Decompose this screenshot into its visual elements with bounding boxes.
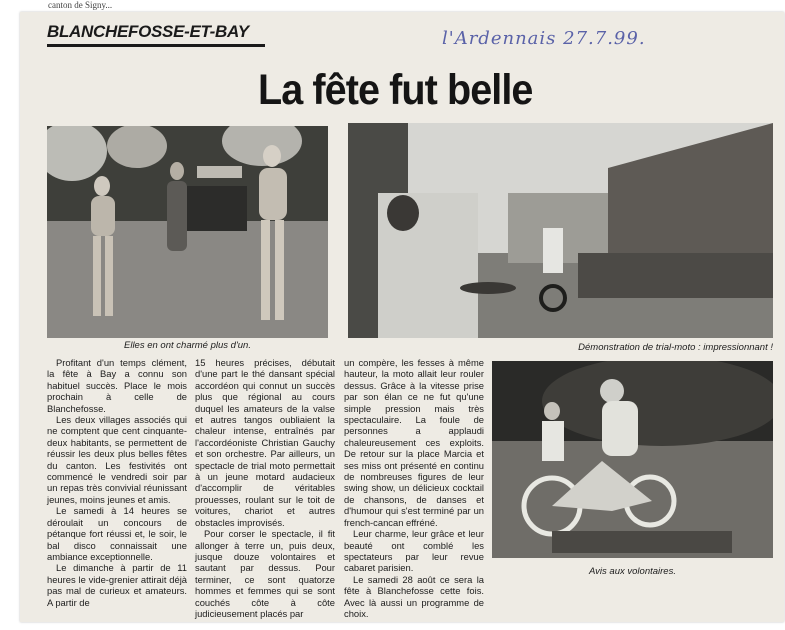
top-strip-text: canton de Signy... [48,0,113,10]
paragraph: Pour corser le spectacle, il fit allonger à terre un, puis deux, jusque douze volontaires et sautant par dessus. Pour terminer, ce sont quatorze hommes et femmes qui se sont couchés côte à côte judicieusement placés par [195,528,335,619]
paragraph: Le samedi à 14 heures se déroulait un concours de pétanque fort réussi et, le soir, le bal disco connaissait une ambiance exceptionnelle. [47,505,187,562]
paragraph: 15 heures précises, débutait d'une part le thé dansant spécial accordéon qui connut un succès plus que régional au cours duquel les amateurs de la valse et autres tangos oubliaient la chaleur intense, entraînés par l'accordéoniste Christian Gauchy et son orchestre. Par ailleurs, un spectacle de trial moto permettait à un jeune motard audacieux d'accomplir de véritables prouesses, roulant sur le toit de voitures, chariot et autres obstacles improvisés. [195,357,335,528]
article-column-3 [344,357,484,619]
handwritten-note: l'Ardennais 27.7.99. [442,28,646,49]
paragraph: Leur charme, leur grâce et leur beauté ont comblé les spectateurs par leur revue cabaret parisien. [344,528,484,574]
article-column-2 [195,357,335,619]
section-title: BLANCHEFOSSE-ET-BAY [47,22,265,47]
volunteers-caption: Avis aux volontaires. [589,566,676,577]
paragraph: un compère, les fesses à même hauteur, la moto allait leur rouler dessus. Grâce à la vitesse prise par son élan ce ne fut qu'une simple pression mais très spectaculaire. La foule de personnes a applaudi chaleureusement ces exploits. De retour sur la place Marcia et ses miss ont présenté en continu de nombreuses figures de leur swing show, un délicieux cocktail de chansons, de danses et d'humour qui s'est terminé par un french-cancan effréné. [344,357,484,528]
paragraph: Le dimanche à partir de 11 heures le vide-grenier attirait déjà pas mal de curieux et amateurs. A partir de [47,562,187,608]
headline: La fête fut belle [258,66,533,114]
paragraph: Profitant d'un temps clément, la fête à Bay a connu son habituel succès. Place le mois prochain à celle de Blanchefosse. [47,357,187,414]
trial-moto-caption: Démonstration de trial-moto : impressionnant ! [578,342,773,353]
dancers-photo [47,126,328,338]
article-column-1 [47,357,187,608]
paragraph: Les deux villages associés qui ne comptent que cent cinquante-deux habitants, se permettent de réussir les deux plus belles fêtes du canton. Les festivités ont commencé le vendredi soir par un repas très convivial réunissant jeunes, moins jeunes et amis. [47,414,187,505]
trial-moto-photo [348,123,773,338]
paragraph: Le samedi 28 août ce sera la fête à Blanchefosse cette fois. Avec là aussi un programme de choix. [344,573,484,619]
dancers-caption: Elles en ont charmé plus d'un. [124,340,251,351]
volunteers-photo [492,361,773,558]
